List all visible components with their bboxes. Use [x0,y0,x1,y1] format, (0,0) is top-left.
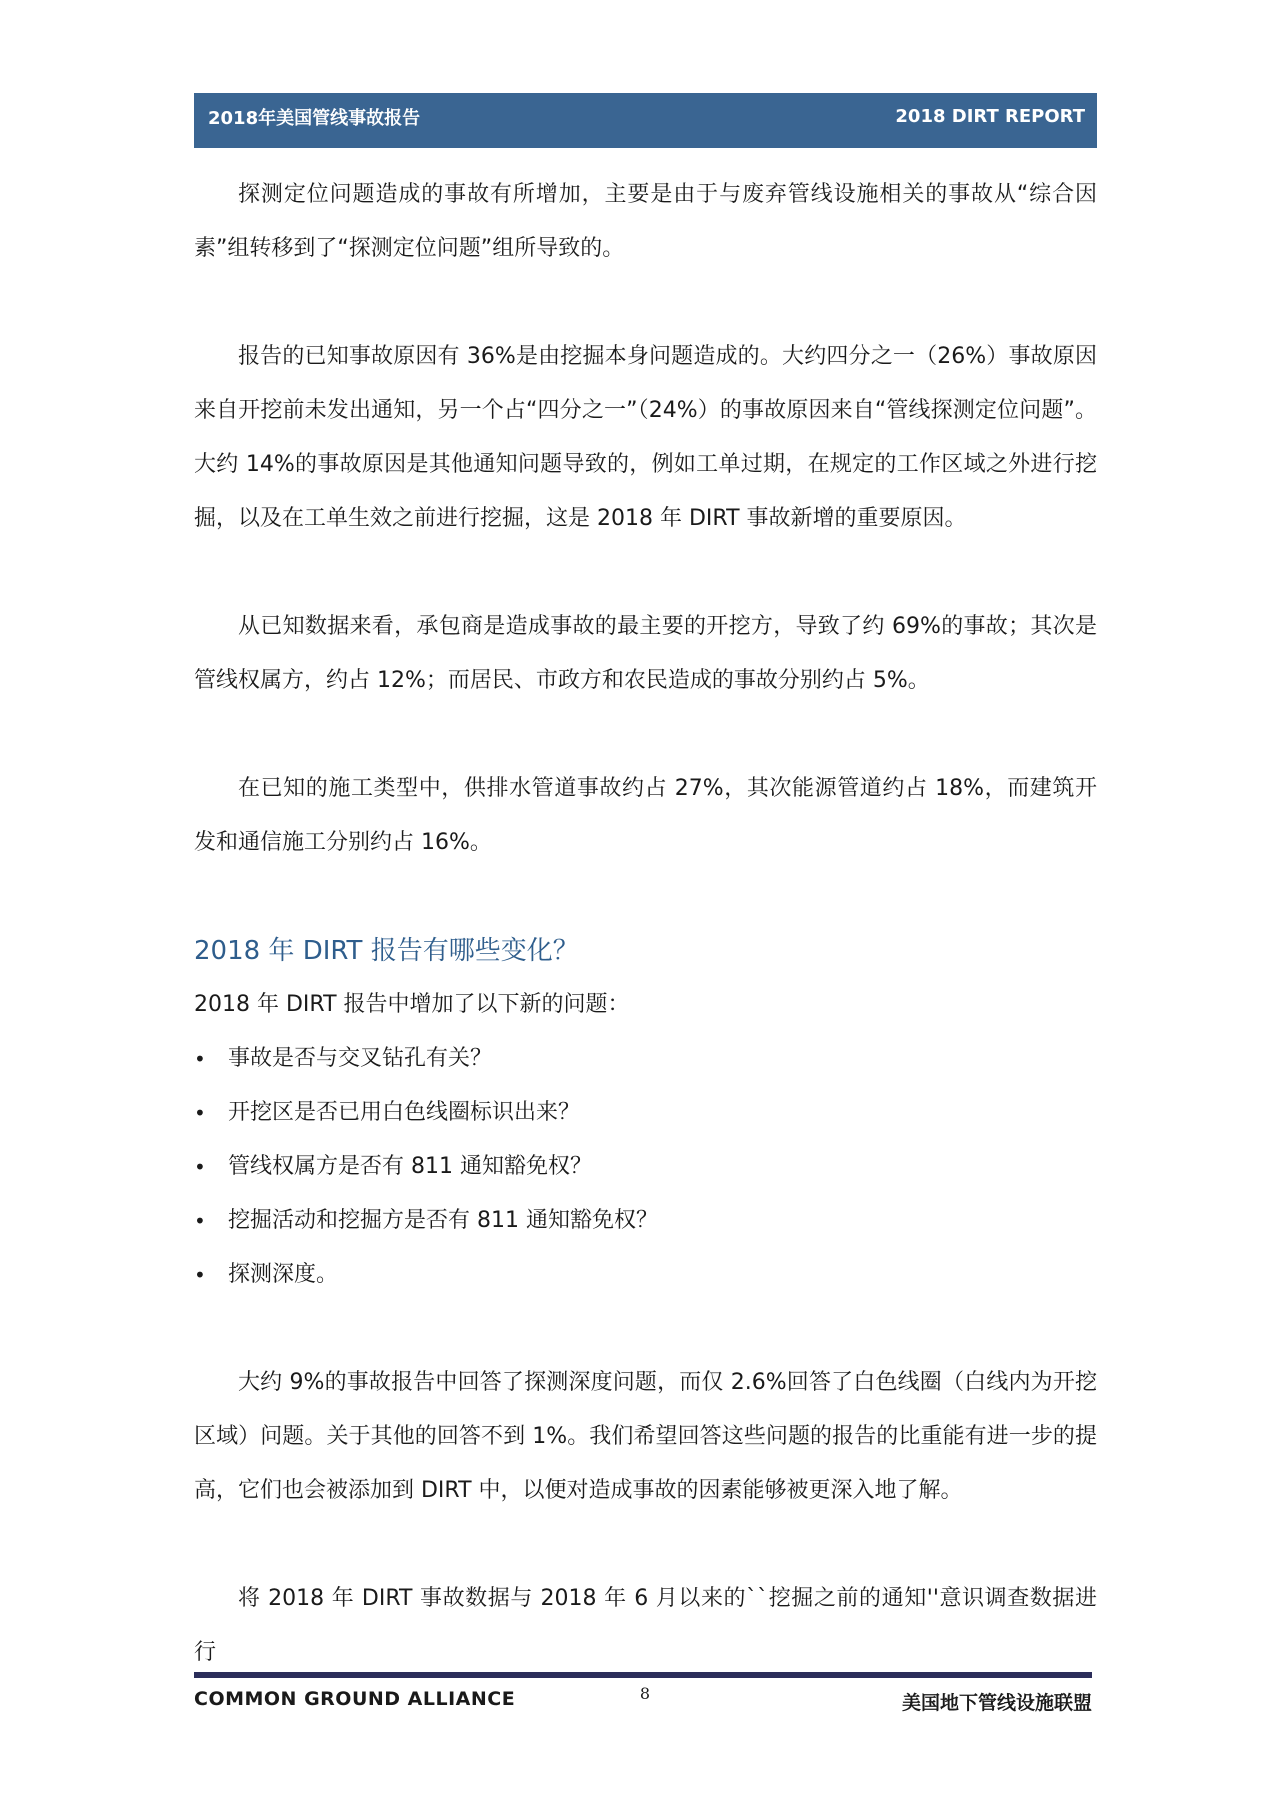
bullet-icon: • [194,1155,206,1179]
list-item-text: 开挖区是否已用白色线圈标识出来？ [228,1100,581,1125]
footer-organization-cn: 美国地下管线设施联盟 [901,1692,1092,1714]
question-list [194,1032,1097,1302]
bullet-icon: • [194,1209,206,1233]
list-item [194,1194,1097,1248]
list-item [194,1248,1097,1302]
spacer [194,276,1097,330]
spacer [194,708,1097,762]
list-item-text: 挖掘活动和挖掘方是否有 811 通知豁免权？ [228,1208,658,1233]
list-item-text: 探测深度。 [228,1262,339,1287]
footer-organization: COMMON GROUND ALLIANCE [194,1688,516,1710]
footer-divider [194,1672,1092,1678]
section-intro: 2018 年 DIRT 报告中增加了以下新的问题： [194,992,630,1017]
page-header-bar [194,93,1097,148]
list-item [194,1086,1097,1140]
header-title-en: 2018 DIRT REPORT [895,106,1085,127]
section-heading: 2018 年 DIRT 报告有哪些变化？ [194,936,579,966]
header-title-cn: 2018年美国管线事故报告 [208,107,421,129]
spacer [194,1518,1097,1572]
paragraph-3: 从已知数据来看，承包商是造成事故的最主要的开挖方，导致了约 69%的事故；其次是管线权属方，约占 12%；而居民、市政方和农民造成的事故分别约占 5%。 [194,614,1097,693]
bullet-icon: • [194,1101,206,1125]
bullet-icon: • [194,1263,206,1287]
bullet-icon: • [194,1047,206,1071]
list-item-text: 管线权属方是否有 811 通知豁免权？ [228,1154,592,1179]
list-item [194,1032,1097,1086]
page-content [194,168,1097,1680]
spacer [194,1302,1097,1356]
list-item [194,1140,1097,1194]
paragraph-5: 大约 9%的事故报告中回答了探测深度问题，而仅 2.6%回答了白色线圈（白线内为开挖区域）问题。关于其他的回答不到 1%。我们希望回答这些问题的报告的比重能有进一步的提高，它们也会被添加到 DIRT 中，以便对造成事故的因素能够被更深入地了解。 [194,1370,1097,1503]
paragraph-2: 报告的已知事故原因有 36%是由挖掘本身问题造成的。大约四分之一（26%）事故原因来自开挖前未发出通知，另一个占“四分之一”（24%）的事故原因来自“管线探测定位问题”。大约 14%的事故原因是其他通知问题导致的，例如工单过期，在规定的工作区域之外进行挖掘，以及在工单生效之前进行挖掘，这是 2018 年 DIRT 事故新增的重要原因。 [194,344,1097,531]
spacer [194,870,1097,924]
paragraph-4: 在已知的施工类型中，供排水管道事故约占 27%，其次能源管道约占 18%，而建筑开发和通信施工分别约占 16%。 [194,776,1097,855]
page-number: 8 [639,1684,651,1703]
paragraph-6: 将 2018 年 DIRT 事故数据与 2018 年 6 月以来的``挖掘之前的通知''意识调查数据进行 [194,1586,1097,1665]
paragraph-1: 探测定位问题造成的事故有所增加，主要是由于与废弃管线设施相关的事故从“综合因素”组转移到了“探测定位问题”组所导致的。 [194,182,1097,261]
spacer [194,546,1097,600]
list-item-text: 事故是否与交叉钻孔有关？ [228,1046,493,1071]
